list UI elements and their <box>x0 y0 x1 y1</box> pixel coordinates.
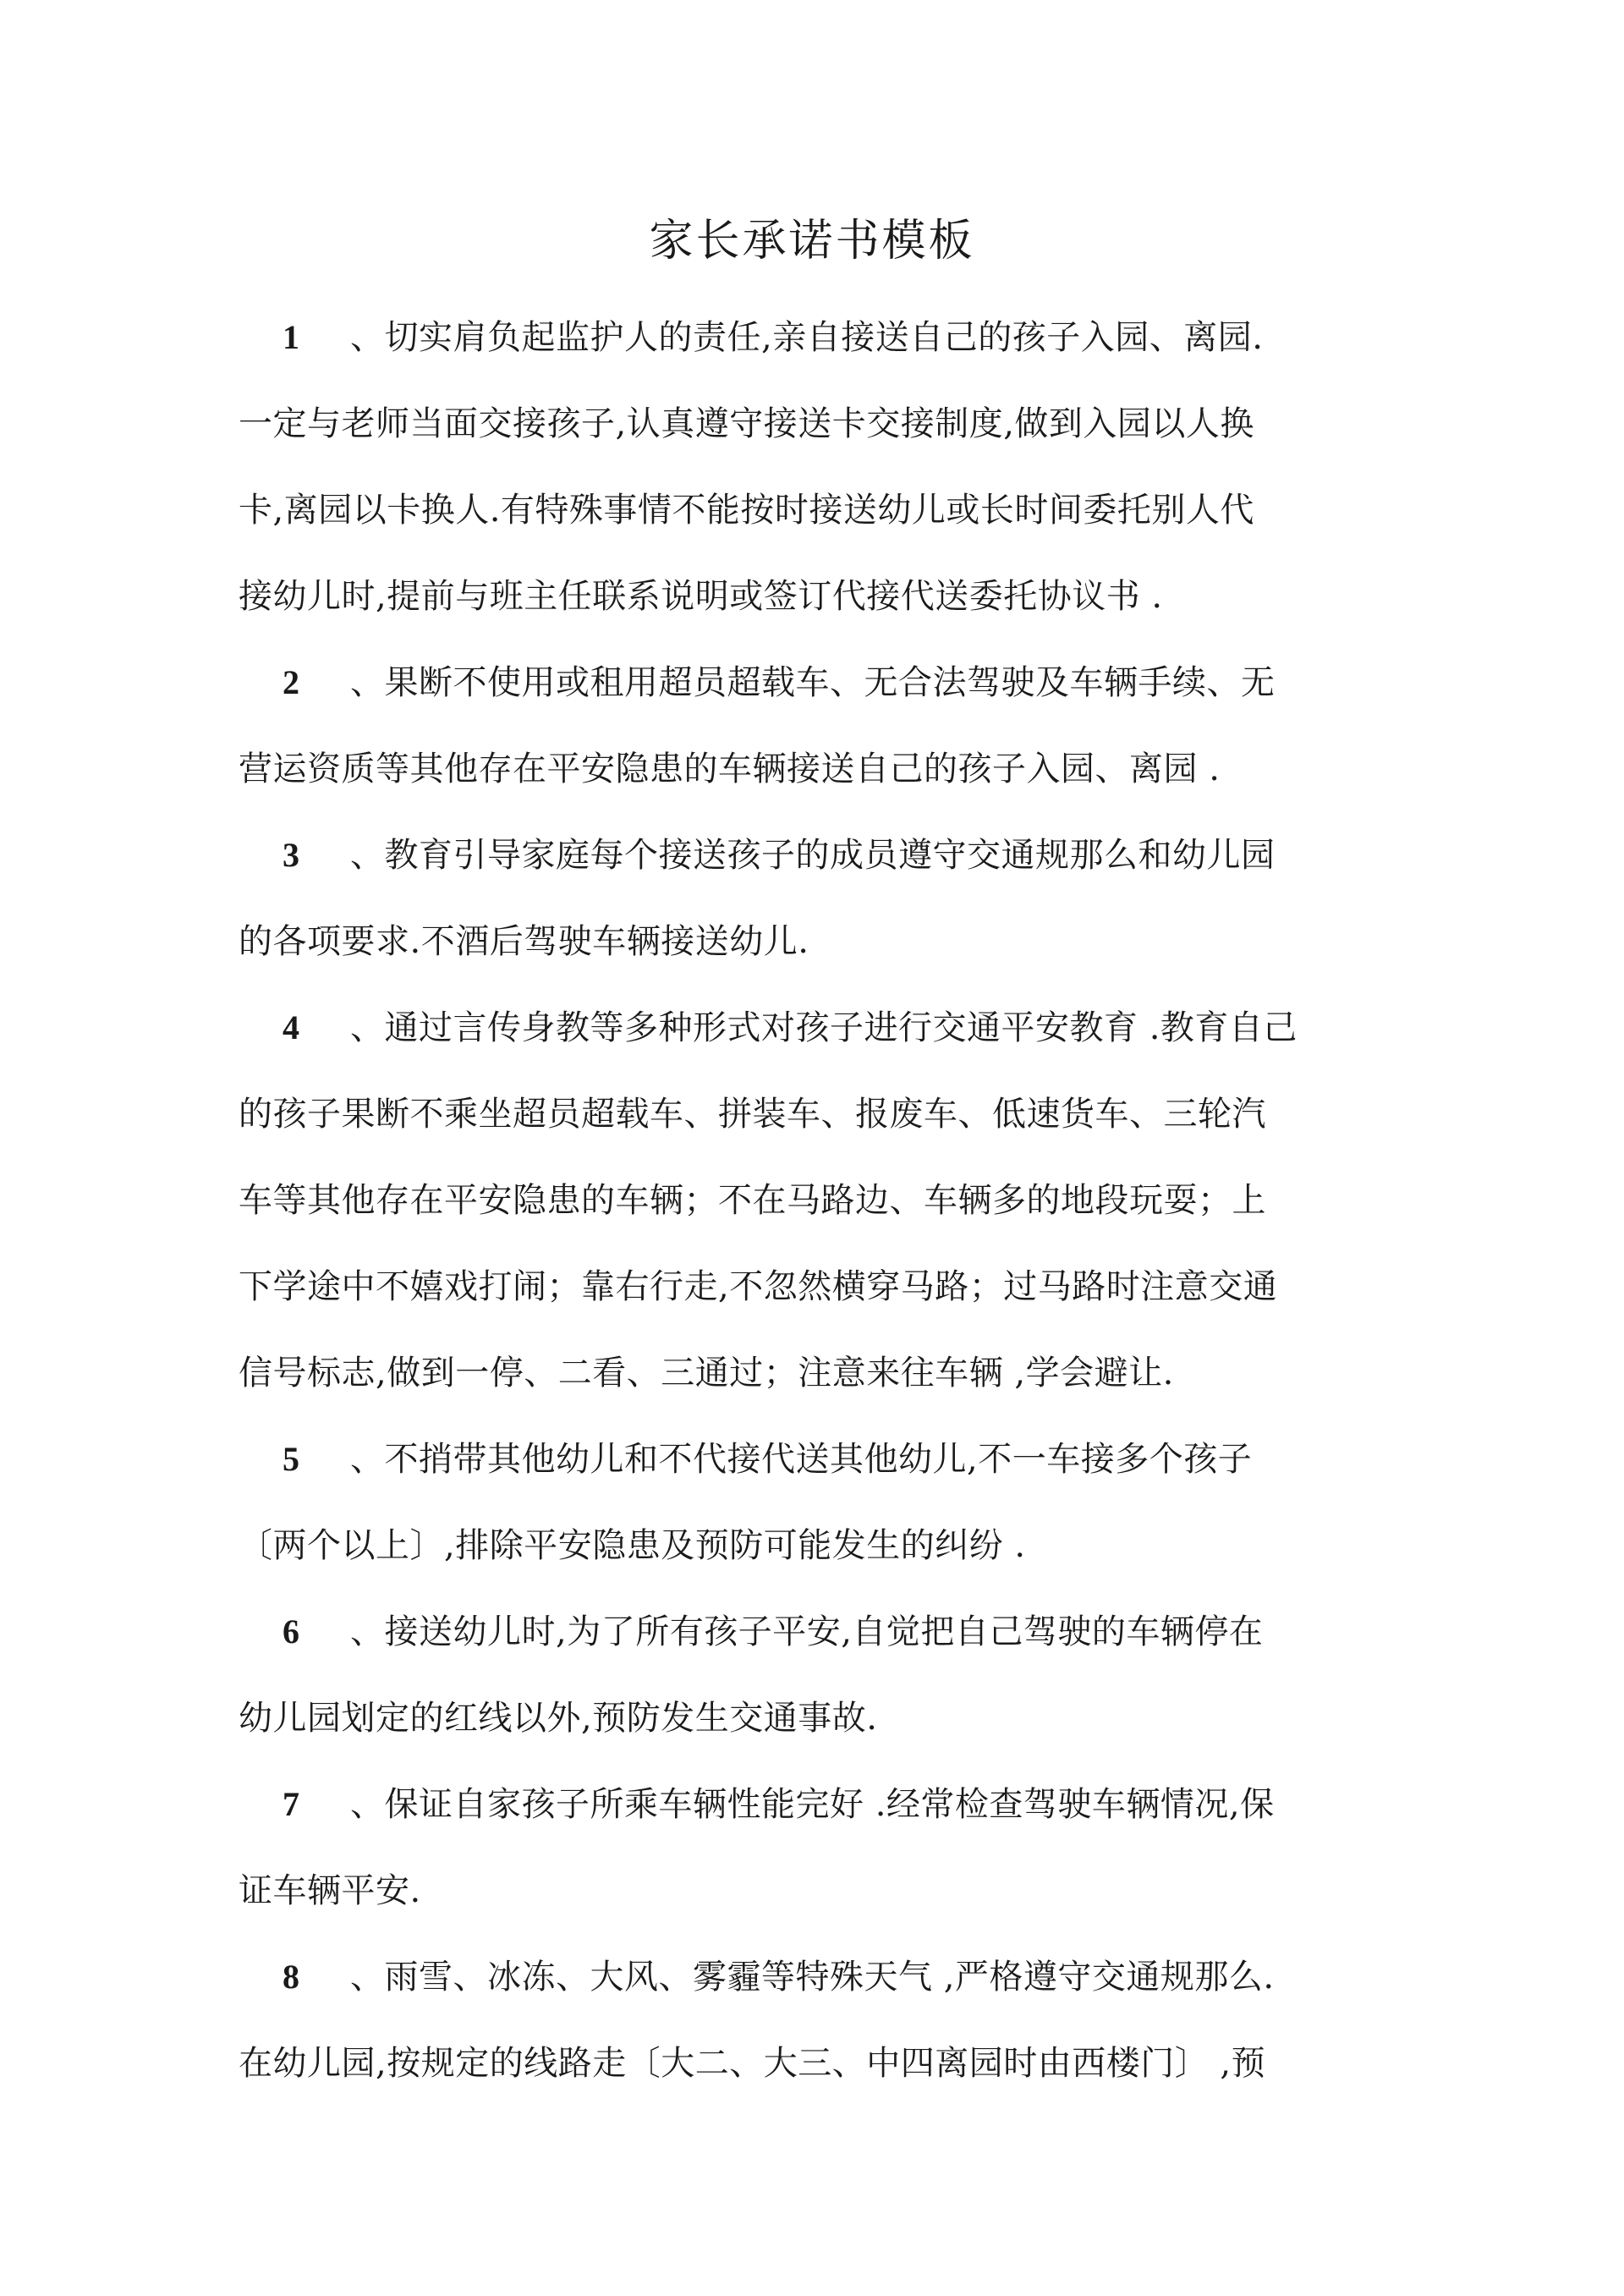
text-line <box>239 985 1389 1071</box>
line-text: 车等其他存在平安隐患的车辆；不在马路边、车辆多的地段玩耍；上 <box>239 1181 1266 1220</box>
line-text: 的各项要求.不酒后驾驶车辆接送幼儿. <box>239 922 809 961</box>
line-text: 、教育引导家庭每个接送孩子的成员遵守交通规那么和幼儿园 <box>350 836 1276 875</box>
text-line <box>239 898 1389 985</box>
text-line <box>239 1761 1389 1848</box>
text-line <box>239 294 1389 381</box>
document-body <box>239 294 1389 2106</box>
line-text: 在幼儿园,按规定的线路走〔大二、大三、中四离园时由西楼门〕 ,预 <box>239 2044 1266 2083</box>
text-line <box>239 553 1389 640</box>
item-number: 7 <box>283 1785 300 1823</box>
text-line <box>239 1416 1389 1502</box>
text-line <box>239 381 1389 467</box>
item-number: 4 <box>283 1008 300 1046</box>
line-text: 〔两个以上〕,排除平安隐患及预防可能发生的纠纷 . <box>239 1526 1026 1565</box>
item-number: 6 <box>283 1612 300 1651</box>
line-text: 营运资质等其他存在平安隐患的车辆接送自己的孩子入园、离园 . <box>239 750 1221 788</box>
text-line <box>239 1848 1389 1934</box>
text-line <box>239 812 1389 898</box>
text-line <box>239 1157 1389 1244</box>
line-text: 信号标志,做到一停、二看、三通过；注意来往车辆 ,学会避让. <box>239 1354 1174 1392</box>
line-text: 下学途中不嬉戏打闹；靠右行走,不忽然横穿马路；过马路时注意交通 <box>239 1267 1278 1306</box>
text-line <box>239 1071 1389 1157</box>
item-number: 2 <box>283 663 300 701</box>
text-line <box>239 467 1389 553</box>
item-number: 8 <box>283 1958 300 1996</box>
text-line <box>239 1589 1389 1675</box>
line-text: 卡,离园以卡换人.有特殊事情不能按时接送幼儿或长时间委托别人代 <box>239 491 1254 530</box>
line-text: 一定与老师当面交接孩子,认真遵守接送卡交接制度,做到入园以人换 <box>239 404 1254 443</box>
line-text: 、通过言传身教等多种形式对孩子进行交通平安教育 .教育自己 <box>350 1008 1298 1047</box>
text-line <box>239 1502 1389 1589</box>
line-text: 幼儿园划定的红线以外,预防发生交通事故. <box>239 1699 878 1738</box>
text-line <box>239 1330 1389 1416</box>
line-text: 、雨雪、冰冻、大风、雾霾等特殊天气 ,严格遵守交通规那么. <box>350 1958 1275 1997</box>
text-line <box>239 1244 1389 1330</box>
line-text: 证车辆平安. <box>239 1871 421 1910</box>
text-line <box>239 1934 1389 2020</box>
line-text: 、保证自家孩子所乘车辆性能完好 .经常检查驾驶车辆情况,保 <box>350 1785 1275 1824</box>
text-line <box>239 2020 1389 2106</box>
line-text: 、接送幼儿时,为了所有孩子平安,自觉把自己驾驶的车辆停在 <box>350 1612 1264 1651</box>
item-number: 5 <box>283 1440 300 1478</box>
line-text: 、切实肩负起监护人的责任,亲自接送自己的孩子入园、离园. <box>350 318 1264 357</box>
line-text: 、果断不使用或租用超员超载车、无合法驾驶及车辆手续、无 <box>350 663 1276 702</box>
text-line <box>239 726 1389 812</box>
item-number: 1 <box>283 318 300 356</box>
item-number: 3 <box>283 836 300 874</box>
text-line <box>239 640 1389 726</box>
line-text: 接幼儿时,提前与班主任联系说明或签订代接代送委托协议书 . <box>239 577 1163 616</box>
document-title: 家长承诺书模板 <box>649 216 975 266</box>
text-line <box>239 1675 1389 1761</box>
line-text: 的孩子果断不乘坐超员超载车、拼装车、报废车、低速货车、三轮汽 <box>239 1095 1266 1134</box>
line-text: 、不捎带其他幼儿和不代接代送其他幼儿,不一车接多个孩子 <box>350 1440 1253 1479</box>
